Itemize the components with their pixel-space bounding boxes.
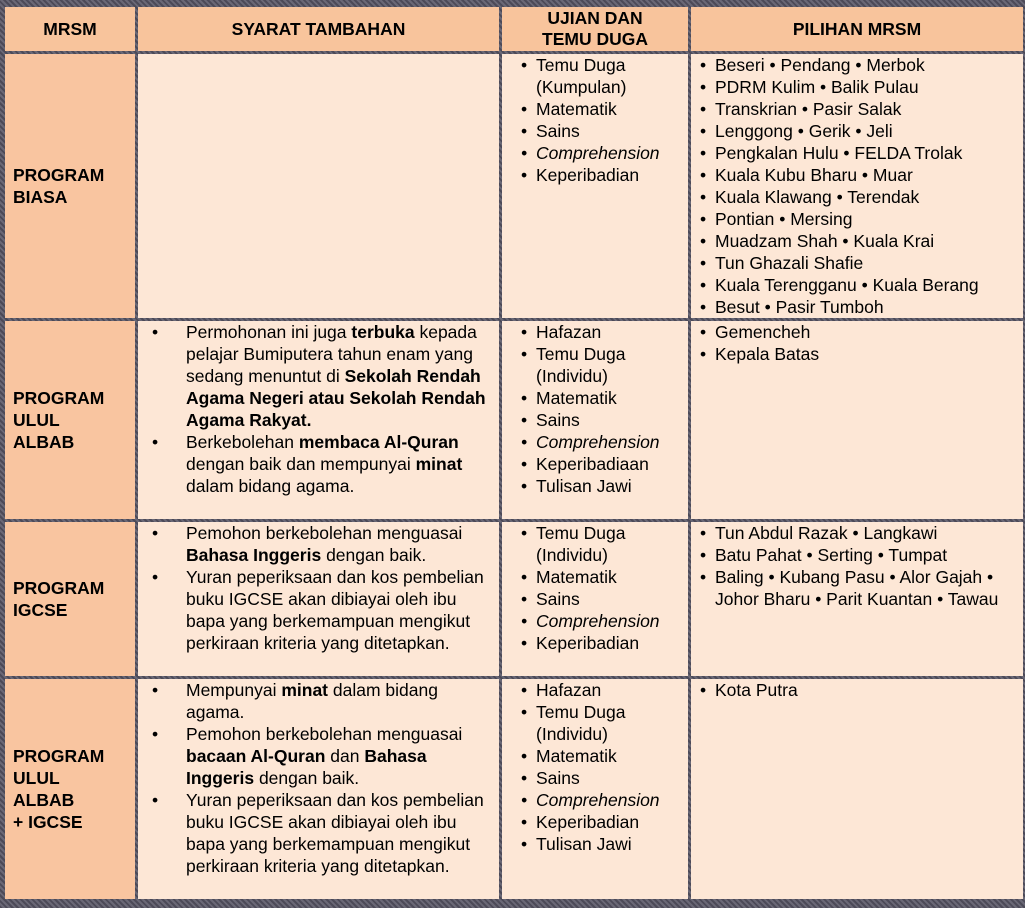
program-line: + IGCSE — [13, 812, 83, 832]
ujian-cell — [502, 522, 688, 676]
list-item: • Pemohon berkebolehan menguasai bacaan Al-Quran dan Bahasa Inggeris dengan baik. — [138, 723, 499, 789]
program-line: PROGRAM — [13, 746, 105, 766]
mrsm-requirements-table — [2, 4, 1025, 902]
header-mrsm: MRSM — [5, 7, 135, 51]
table-row-program-ulul-albab-igcse — [5, 679, 1023, 899]
program-line: ALBAB — [13, 432, 75, 452]
list-item: • Keperibadian — [502, 632, 688, 654]
list-item: • Yuran peperiksaan dan kos pembelian buku IGCSE akan dibiayai oleh ibu bapa yang berkemampuan mengikut perkiraan kriteria yang ditetapkan. — [138, 789, 499, 877]
program-line: PROGRAM — [13, 388, 105, 408]
list-item: • Berkebolehan membaca Al-Quran dengan baik dan mempunyai minat dalam bidang agama. — [138, 431, 499, 497]
pilihan-cell — [691, 321, 1023, 519]
header-row — [5, 7, 1023, 51]
list-item: • Beseri • Pendang • Merbok — [691, 54, 1023, 76]
list-item: • Tulisan Jawi — [502, 475, 688, 497]
list-item: • Tun Ghazali Shafie — [691, 252, 1023, 274]
list-item: • Yuran peperiksaan dan kos pembelian buku IGCSE akan dibiayai oleh ibu bapa yang berkemampuan mengikut perkiraan kriteria yang ditetapkan. — [138, 566, 499, 654]
list-item: • Sains — [502, 588, 688, 610]
list-item: • Temu Duga (Kumpulan) — [502, 54, 688, 98]
list-item: • Pengkalan Hulu • FELDA Trolak — [691, 142, 1023, 164]
program-line: PROGRAM — [13, 578, 105, 598]
list-item: • Comprehension — [502, 431, 688, 453]
list-item: • PDRM Kulim • Balik Pulau — [691, 76, 1023, 98]
list-item: • Lenggong • Gerik • Jeli — [691, 120, 1023, 142]
table-row-program-igcse — [5, 522, 1023, 676]
list-item: • Besut • Pasir Tumboh — [691, 296, 1023, 318]
list-item: • Kepala Batas — [691, 343, 1023, 365]
list-item: • Keperibadian — [502, 164, 688, 186]
list-item: • Matematik — [502, 387, 688, 409]
pilihan-cell — [691, 522, 1023, 676]
list-item: • Matematik — [502, 98, 688, 120]
list-item: • Temu Duga (Individu) — [502, 701, 688, 745]
list-item: • Baling • Kubang Pasu • Alor Gajah • Johor Bharu • Parit Kuantan • Tawau — [691, 566, 1023, 610]
list-item: • Comprehension — [502, 142, 688, 164]
list-item: • Matematik — [502, 745, 688, 767]
pilihan-cell — [691, 679, 1023, 899]
header-syarat-tambahan: SYARAT TAMBAHAN — [138, 7, 499, 51]
header-ujian-line-2: TEMU DUGA — [542, 29, 648, 49]
program-line: ULUL — [13, 768, 60, 788]
list-item: • Kuala Klawang • Terendak — [691, 186, 1023, 208]
program-line: ALBAB — [13, 790, 75, 810]
program-line: ULUL — [13, 410, 60, 430]
list-item: • Sains — [502, 120, 688, 142]
program-label — [5, 522, 135, 676]
program-label — [5, 679, 135, 899]
header-ujian-temu-duga — [502, 7, 688, 51]
list-item: • Permohonan ini juga terbuka kepada pelajar Bumiputera tahun enam yang sedang menuntut di Sekolah Rendah Agama Negeri atau Sekolah Rendah Agama Rakyat. — [138, 321, 499, 431]
list-item: • Gemencheh — [691, 321, 1023, 343]
list-item: • Pontian • Mersing — [691, 208, 1023, 230]
program-line: BIASA — [13, 187, 68, 207]
pilihan-cell — [691, 54, 1023, 318]
list-item: • Tulisan Jawi — [502, 833, 688, 855]
table-row-program-ulul-albab — [5, 321, 1023, 519]
syarat-cell — [138, 679, 499, 899]
list-item: • Pemohon berkebolehan menguasai Bahasa Inggeris dengan baik. — [138, 522, 499, 566]
program-label — [5, 54, 135, 318]
list-item: • Temu Duga (Individu) — [502, 343, 688, 387]
program-label — [5, 321, 135, 519]
header-ujian-line-1: UJIAN DAN — [547, 8, 643, 28]
ujian-cell — [502, 321, 688, 519]
syarat-cell-empty — [138, 54, 499, 318]
ujian-cell — [502, 54, 688, 318]
syarat-cell — [138, 321, 499, 519]
list-item: • Muadzam Shah • Kuala Krai — [691, 230, 1023, 252]
table-row-program-biasa — [5, 54, 1023, 318]
list-item: • Hafazan — [502, 321, 688, 343]
list-item: • Comprehension — [502, 610, 688, 632]
program-line: PROGRAM — [13, 165, 105, 185]
list-item: • Sains — [502, 767, 688, 789]
header-pilihan-mrsm: PILIHAN MRSM — [691, 7, 1023, 51]
list-item: • Mempunyai minat dalam bidang agama. — [138, 679, 499, 723]
list-item: • Batu Pahat • Serting • Tumpat — [691, 544, 1023, 566]
list-item: • Transkrian • Pasir Salak — [691, 98, 1023, 120]
list-item: • Temu Duga (Individu) — [502, 522, 688, 566]
list-item: • Hafazan — [502, 679, 688, 701]
list-item: • Comprehension — [502, 789, 688, 811]
list-item: • Matematik — [502, 566, 688, 588]
syarat-cell — [138, 522, 499, 676]
list-item: • Kuala Kubu Bharu • Muar — [691, 164, 1023, 186]
list-item: • Keperibadiaan — [502, 453, 688, 475]
list-item: • Kota Putra — [691, 679, 1023, 701]
list-item: • Tun Abdul Razak • Langkawi — [691, 522, 1023, 544]
list-item: • Sains — [502, 409, 688, 431]
list-item: • Kuala Terengganu • Kuala Berang — [691, 274, 1023, 296]
ujian-cell — [502, 679, 688, 899]
program-line: IGCSE — [13, 600, 68, 620]
list-item: • Keperibadian — [502, 811, 688, 833]
